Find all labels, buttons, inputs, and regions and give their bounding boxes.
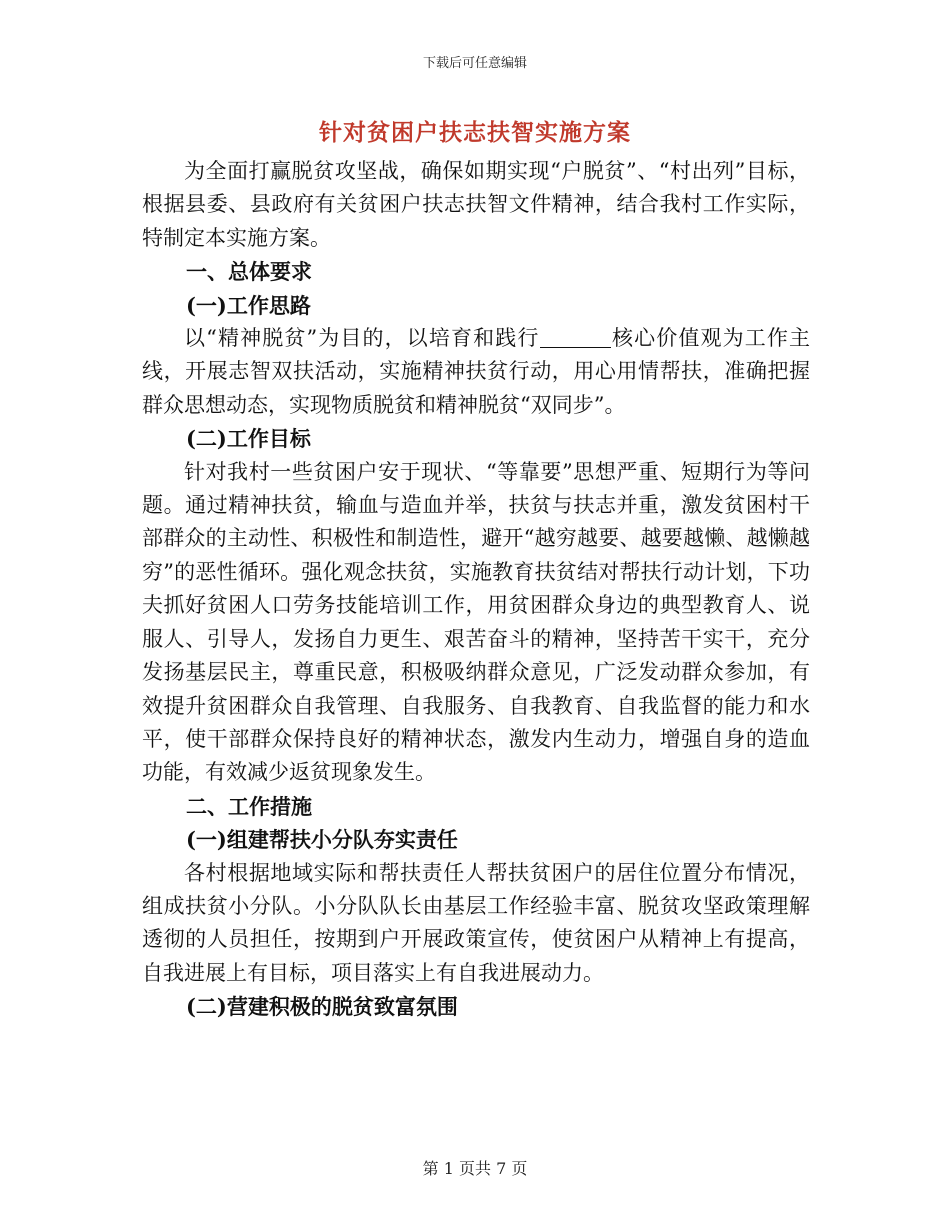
page-footer: 第 1 页共 7 页	[422, 1159, 528, 1178]
work-approach-paragraph	[142, 322, 810, 422]
fill-in-blank	[540, 326, 611, 348]
work-goals-paragraph: 针对我村一些贫困户安于现状、“等靠要”思想严重、短期行为等问题。通过精神扶贫，输血与造血并举，扶贫与扶志并重，激发贫困村干部群众的主动性、积极性和制造性，避开“越穷越要、越要越懒、越懒越穷”的恶性循环。强化观念扶贫，实施教育扶贫结对帮扶行动计划，下功夫抓好贫困人口劳务技能培训工作，用贫困群众身边的典型教育人、说服人、引导人，发扬自力更生、艰苦奋斗的精神，坚持苦干实干，充分发扬基层民主，尊重民意，积极吸纳群众意见，广泛发动群众参加，有效提升贫困群众自我管理、自我服务、自我教育、自我监督的能力和水平，使干部群众保持良好的精神状态，激发内生动力，增强自身的造血功能，有效减少返贫现象发生。	[142, 459, 810, 785]
document-body	[142, 155, 810, 1024]
assistance-team-paragraph: 各村根据地域实际和帮扶责任人帮扶贫困户的居住位置分布情况，组成扶贫小分队。小分队队长由基层工作经验丰富、脱贫攻坚政策理解透彻的人员担任，按期到户开展政策宣传，使贫困户从精神上有提高，自我进展上有目标，项目落实上有自我进展动力。	[142, 860, 810, 985]
subheading-work-goals: (二)工作目标	[186, 426, 311, 452]
document-title: 针对贫困户扶志扶智实施方案	[319, 119, 631, 146]
work-approach-text-end: 核心价值观为工作主线，开展志智双扶活动，实施精神扶贫行动，用心用情帮扶，准确把握群众思想动态，实现物质脱贫和精神脱贫“双同步”。	[142, 326, 810, 417]
subheading-atmosphere: (二)营建积极的脱贫致富氛围	[186, 994, 458, 1020]
section-heading-work-measures: 二、工作措施	[186, 793, 312, 819]
page-header: 下载后可任意编辑	[422, 56, 527, 71]
subheading-assistance-team: (一)组建帮扶小分队夯实责任	[186, 827, 458, 853]
subheading-work-approach: (一)工作思路	[186, 292, 311, 318]
work-approach-text-start: 以“精神脱贫”为目的，以培育和践行	[184, 326, 540, 351]
intro-paragraph: 为全面打赢脱贫攻坚战，确保如期实现“户脱贫”、“村出列”目标，根据县委、县政府有关贫困户扶志扶智文件精神，结合我村工作实际，特制定本实施方案。	[142, 159, 810, 250]
section-heading-general-requirements: 一、总体要求	[186, 259, 312, 285]
